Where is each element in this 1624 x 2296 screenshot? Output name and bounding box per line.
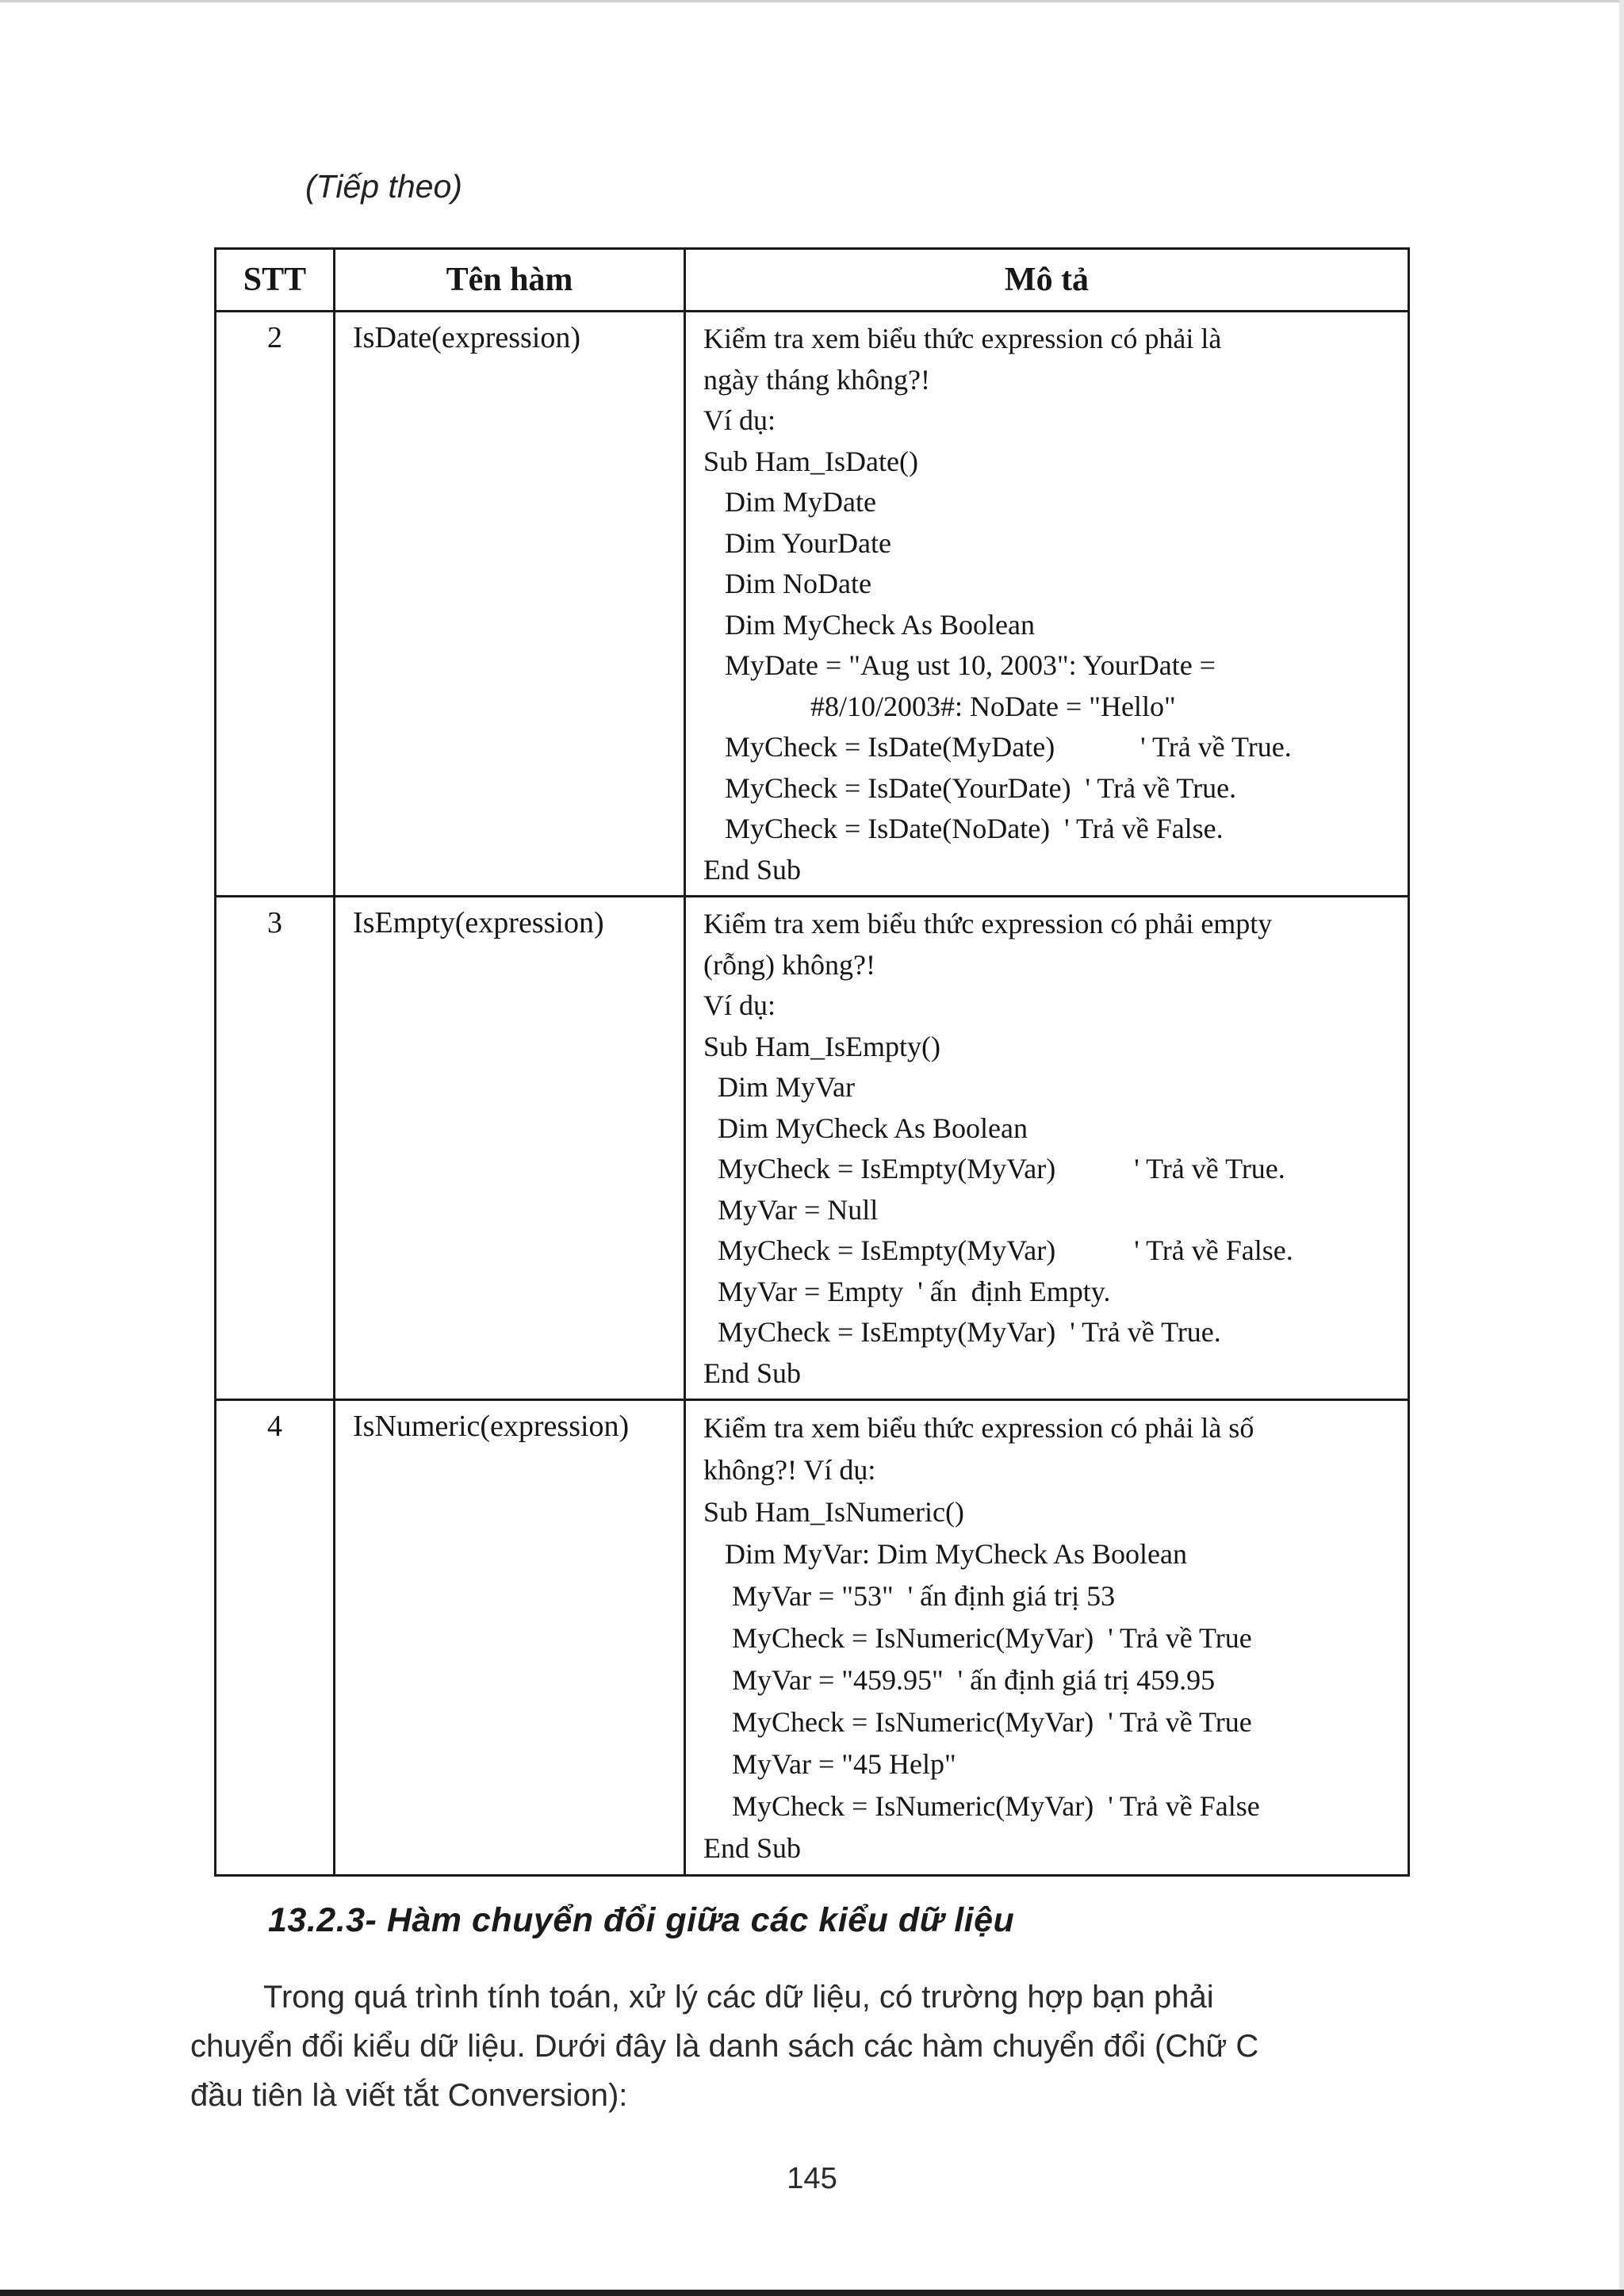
row-stt: 2 (216, 312, 335, 897)
description-line: Dim YourDate (703, 526, 892, 559)
description-line: MyVar = Empty ' ấn định Empty. (703, 1275, 1111, 1307)
description-line: MyCheck = IsEmpty(MyVar) ' Trả về False. (703, 1234, 1293, 1266)
page-number: 145 (787, 2162, 837, 2195)
page-edge-top (0, 0, 1624, 2)
description-line: MyCheck = IsDate(NoDate) ' Trả về False. (703, 813, 1224, 844)
description-line: MyCheck = IsDate(MyDate) ' Trả về True. (703, 731, 1292, 763)
page-edge-right (1619, 0, 1624, 2296)
header-function-name: Tên hàm (335, 249, 685, 312)
description-line: MyVar = "459.95" ' ấn định giá trị 459.95 (703, 1664, 1216, 1696)
description-line: End Sub (703, 1357, 802, 1389)
description-line: End Sub (703, 853, 802, 886)
table-row (216, 312, 1409, 897)
row-description (685, 1400, 1409, 1876)
table-row (216, 1400, 1409, 1876)
description-line: MyVar = "45 Help" (703, 1748, 956, 1780)
table-row (216, 897, 1409, 1400)
description-line: Kiểm tra xem biểu thức expression có phải là số (703, 1412, 1254, 1444)
description-line: Dim MyVar (703, 1071, 855, 1103)
page-edge-bottom (0, 2290, 1624, 2296)
description-line: MyCheck = IsNumeric(MyVar) ' Trả về False (703, 1790, 1260, 1822)
header-description: Mô tả (685, 249, 1409, 312)
row-stt: 3 (216, 897, 335, 1400)
row-function-name: IsEmpty(expression) (335, 897, 685, 1400)
description-line: Kiểm tra xem biểu thức expression có phải là (703, 323, 1222, 354)
description-line: Sub Ham_IsEmpty() (703, 1030, 940, 1062)
body-paragraph (190, 1973, 1459, 2120)
description-line: MyCheck = IsNumeric(MyVar) ' Trả về True (703, 1706, 1252, 1738)
description-line: Dim NoDate (703, 568, 871, 599)
table-body (216, 312, 1409, 1876)
continued-label: (Tiếp theo) (305, 168, 462, 205)
functions-table (214, 247, 1410, 1877)
description-line: Sub Ham_IsNumeric() (703, 1496, 964, 1528)
paragraph-line: đầu tiên là viết tắt Conversion): (190, 2078, 628, 2113)
description-line: Kiểm tra xem biểu thức expression có phải empty (703, 908, 1273, 939)
row-stt: 4 (216, 1400, 335, 1876)
description-line: (rỗng) không?! (703, 948, 875, 981)
description-line: Dim MyCheck As Boolean (703, 608, 1035, 641)
description-line: End Sub (703, 1832, 802, 1864)
description-line: Dim MyCheck As Boolean (703, 1112, 1028, 1144)
table-header-row (216, 249, 1409, 312)
paragraph-line: chuyển đổi kiểu dữ liệu. Dưới đây là danh sách các hàm chuyển đổi (Chữ C (190, 2029, 1259, 2064)
description-line: MyVar = Null (703, 1193, 879, 1226)
description-line: Dim MyVar: Dim MyCheck As Boolean (703, 1538, 1187, 1570)
description-line: MyCheck = IsEmpty(MyVar) ' Trả về True. (703, 1153, 1285, 1184)
description-line: Ví dụ: (703, 989, 776, 1021)
description-line: Sub Ham_IsDate() (703, 445, 918, 477)
row-function-name: IsNumeric(expression) (335, 1400, 685, 1876)
description-line: #8/10/2003#: NoDate = "Hello" (703, 690, 1176, 722)
description-line: MyCheck = IsNumeric(MyVar) ' Trả về True (703, 1622, 1252, 1654)
description-line: không?! Ví dụ: (703, 1454, 876, 1486)
description-line: Ví dụ: (703, 404, 776, 436)
row-function-name: IsDate(expression) (335, 312, 685, 897)
row-description (685, 897, 1409, 1400)
paragraph-line: Trong quá trình tính toán, xử lý các dữ liệu, có trường hợp bạn phải (263, 1980, 1214, 2015)
description-line: MyVar = "53" ' ấn định giá trị 53 (703, 1580, 1116, 1612)
section-heading: 13.2.3- Hàm chuyển đổi giữa các kiểu dữ liệu (268, 1901, 1015, 1939)
header-stt: STT (216, 249, 335, 312)
description-line: MyCheck = IsDate(YourDate) ' Trả về True. (703, 771, 1237, 804)
description-line: MyDate = "Aug ust 10, 2003": YourDate = (703, 649, 1216, 681)
description-line: Dim MyDate (703, 486, 876, 518)
row-description (685, 312, 1409, 897)
description-line: MyCheck = IsEmpty(MyVar) ' Trả về True. (703, 1316, 1221, 1348)
description-line: ngày tháng không?! (703, 363, 930, 396)
